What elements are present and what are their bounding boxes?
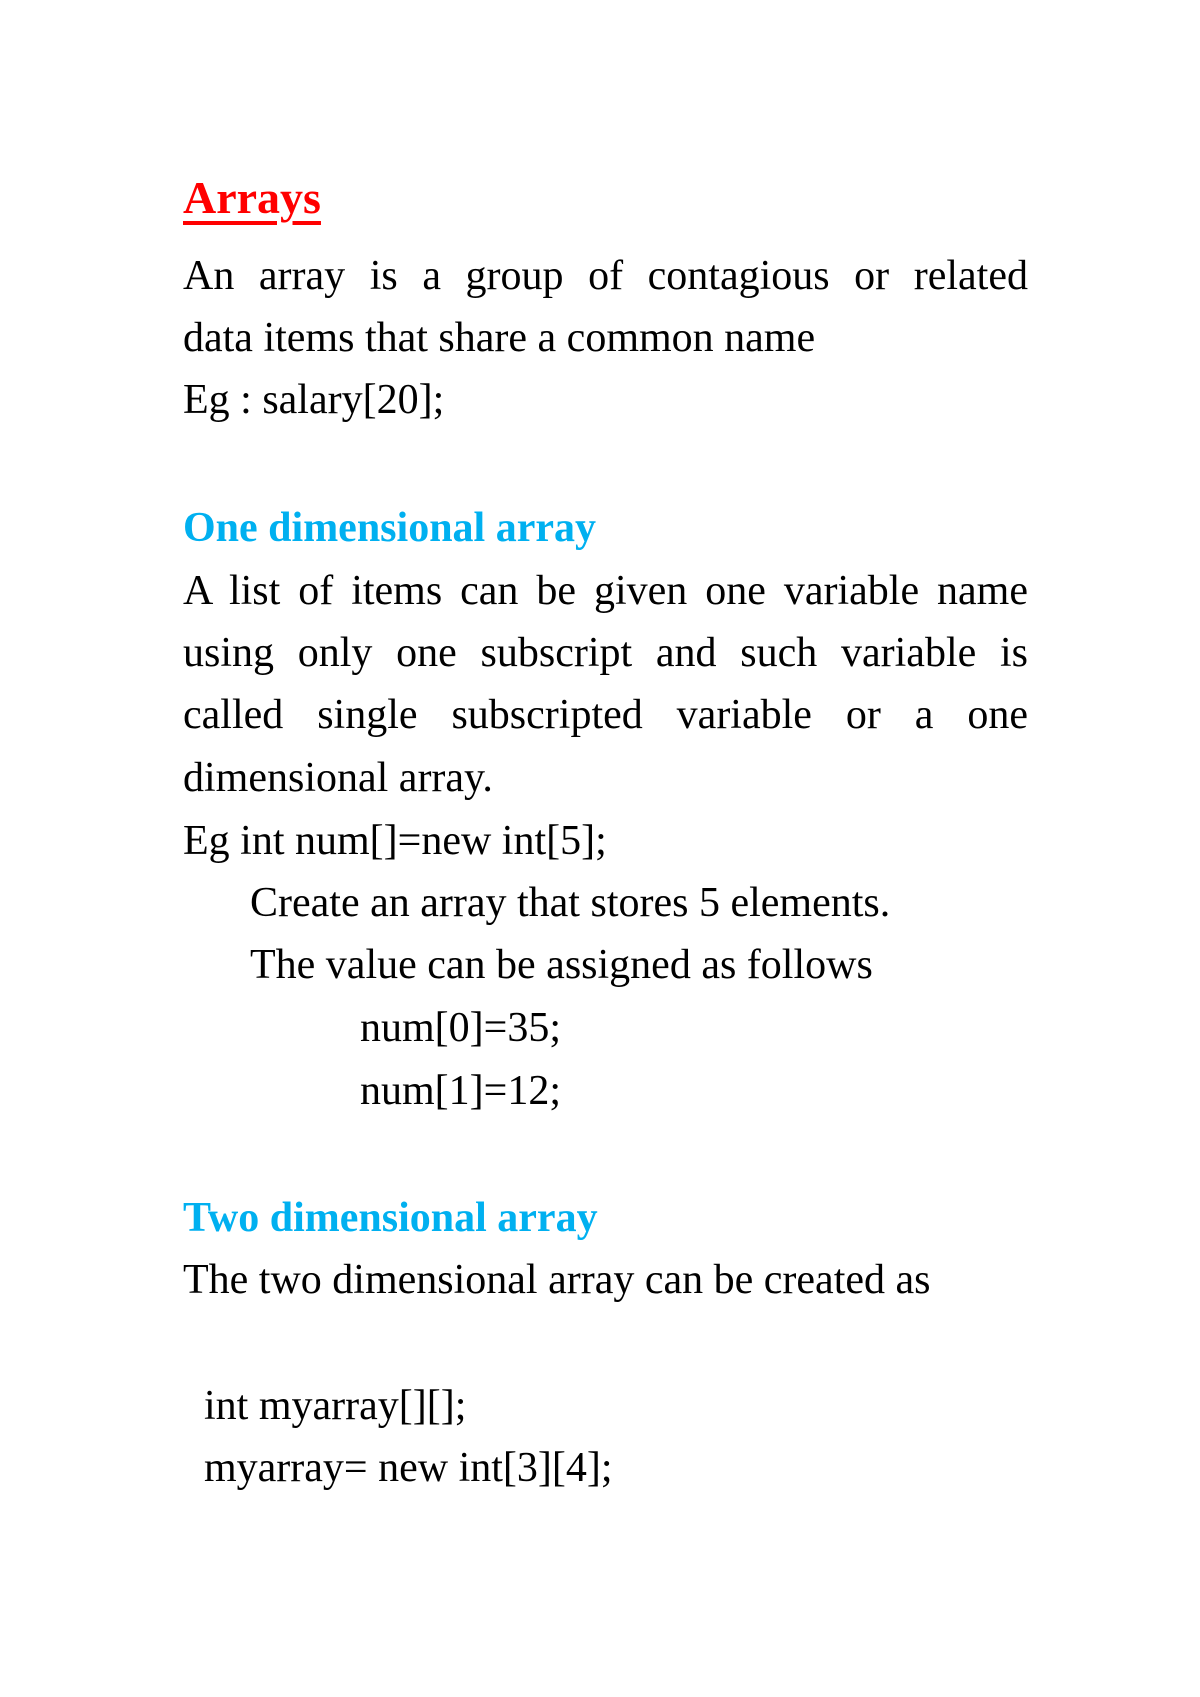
two-dim-code-1: int myarray[][]; bbox=[204, 1383, 467, 1429]
one-dim-heading: One dimensional array bbox=[183, 505, 597, 551]
one-dim-assign-2: num[1]=12; bbox=[360, 1068, 561, 1114]
intro-line-1: An array is a group of contagious or related bbox=[183, 253, 1028, 299]
page-title: Arrays bbox=[183, 172, 321, 223]
intro-example: Eg : salary[20]; bbox=[183, 377, 445, 423]
intro-line-2: data items that share a common name bbox=[183, 315, 816, 361]
two-dim-heading: Two dimensional array bbox=[183, 1195, 598, 1241]
one-dim-example: Eg int num[]=new int[5]; bbox=[183, 818, 607, 864]
one-dim-note-2: The value can be assigned as follows bbox=[250, 942, 873, 988]
two-dim-code-2: myarray= new int[3][4]; bbox=[204, 1445, 613, 1491]
one-dim-assign-1: num[0]=35; bbox=[360, 1005, 561, 1051]
one-dim-line-4: dimensional array. bbox=[183, 755, 493, 801]
one-dim-line-2: using only one subscript and such variable is bbox=[183, 630, 1028, 676]
one-dim-line-1: A list of items can be given one variable name bbox=[183, 568, 1028, 614]
one-dim-line-3: called single subscripted variable or a one bbox=[183, 692, 1028, 738]
one-dim-note-1: Create an array that stores 5 elements. bbox=[250, 880, 891, 926]
two-dim-line-1: The two dimensional array can be created as bbox=[183, 1257, 931, 1303]
